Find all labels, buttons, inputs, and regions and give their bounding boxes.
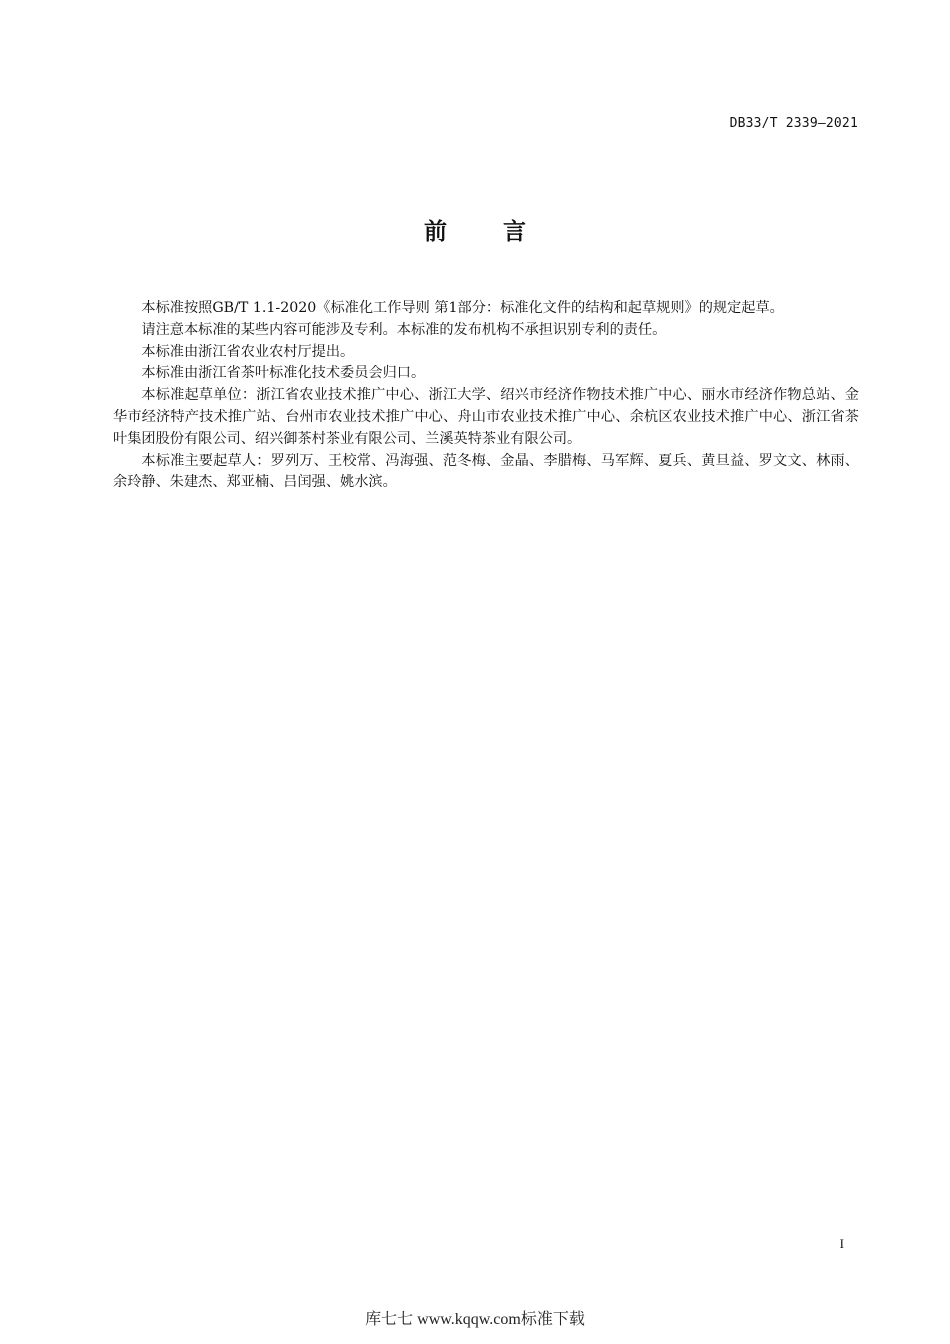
- page-number: I: [839, 1236, 844, 1251]
- page-title: 前言: [424, 219, 582, 245]
- paragraph-committee: 本标准由浙江省茶叶标准化技术委员会归口。: [141, 365, 426, 382]
- paragraph-drafting-rules: 本标准按照GB/T 1.1-2020《标准化工作导则 第1部分：标准化文件的结构和起草规则》的规定起草。: [141, 300, 784, 316]
- standard-code: DB33/T 2339—2021: [729, 116, 858, 131]
- paragraph-proposer: 本标准由浙江省农业农村厅提出。: [141, 343, 355, 360]
- foreword-body: [113, 298, 859, 494]
- paragraph-patent-notice: 请注意本标准的某些内容可能涉及专利。本标准的发布机构不承担识别专利的责任。: [141, 321, 667, 338]
- paragraph-drafting-units: 本标准起草单位：浙江省农业技术推广中心、浙江大学、绍兴市经济作物技术推广中心、丽水市经济作物总站、金华市经济特产技术推广站、台州市农业技术推广中心、舟山市农业技术推广中心、余杭区农业技术推广中心、浙江省茶叶集团股份有限公司、绍兴御茶村茶业有限公司、兰溪英特茶业有限公司。: [113, 387, 859, 447]
- paragraph-drafters: 本标准主要起草人：罗列万、王校常、冯海强、范冬梅、金晶、李腊梅、马军辉、夏兵、黄旦益、罗文文、林雨、余玲静、朱建杰、郑亚楠、吕闰强、姚水滨。: [113, 452, 859, 491]
- watermark-text: 库七七 www.kqqw.com标准下载: [365, 1311, 585, 1328]
